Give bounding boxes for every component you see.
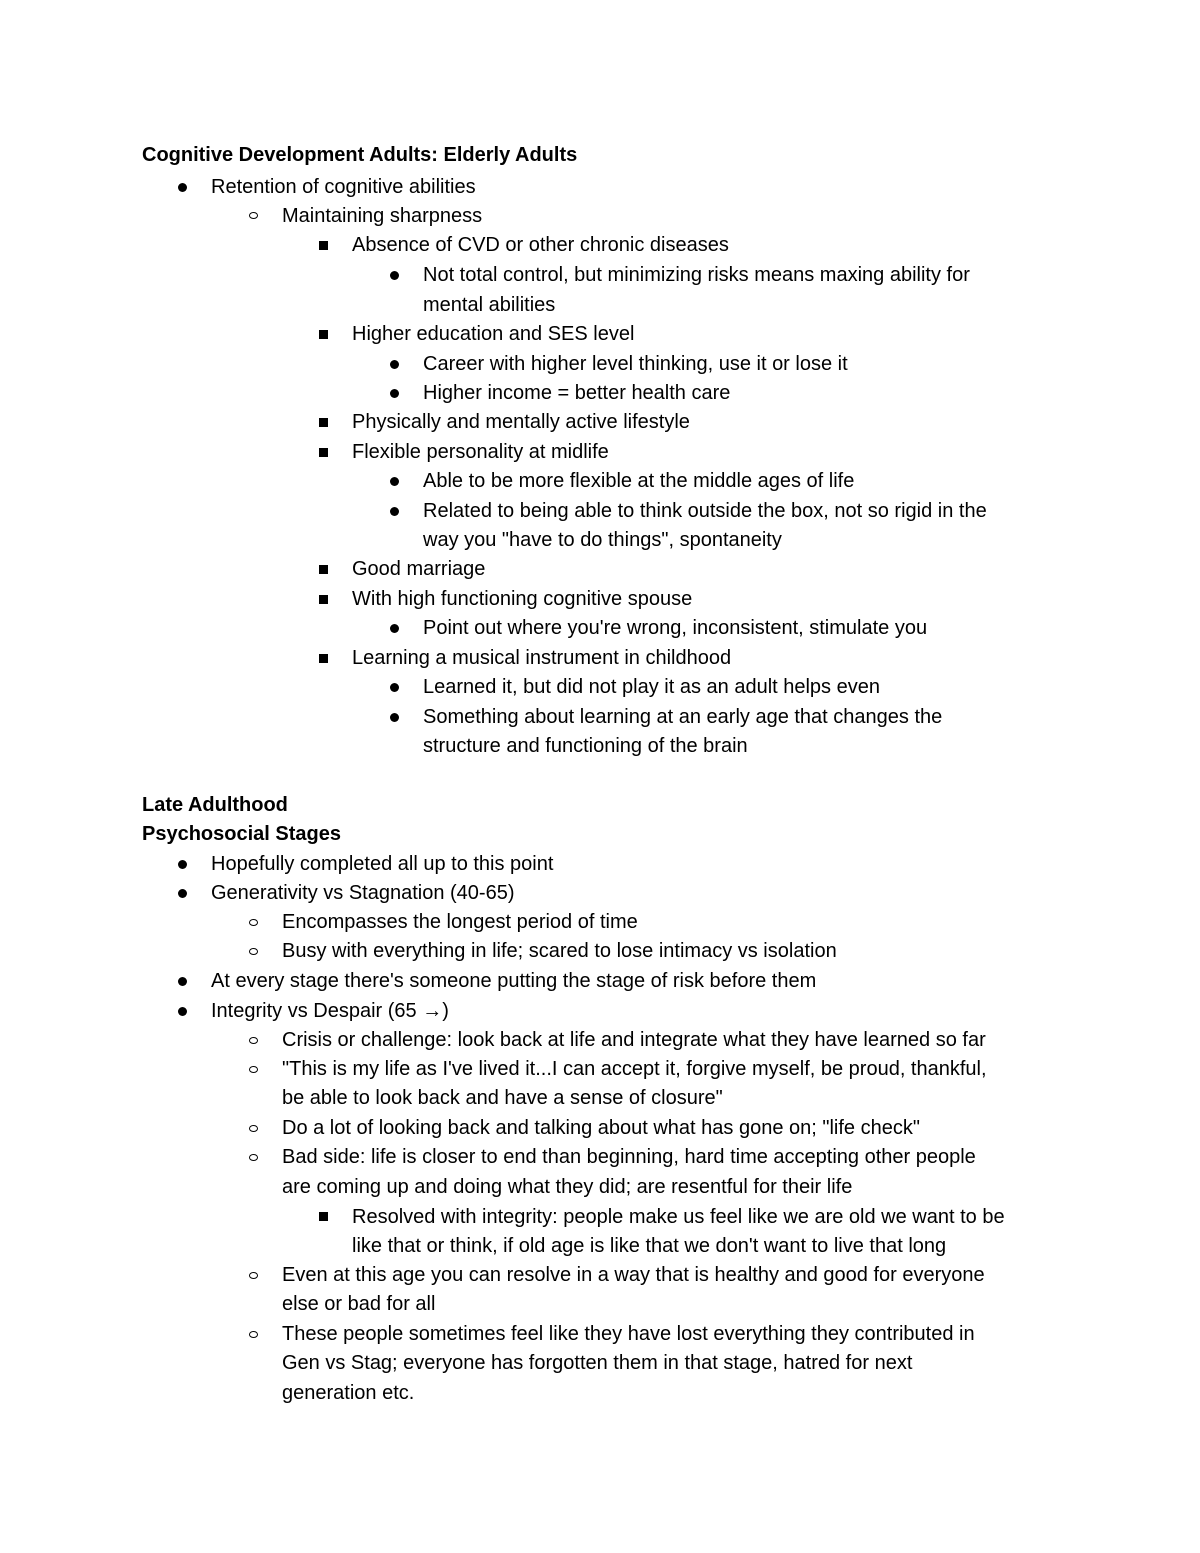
list-item: Do a lot of looking back and talking about what has gone on; "life check" bbox=[282, 1117, 920, 1139]
bullet-square bbox=[319, 418, 328, 427]
list-item: Related to being able to think outside the box, not so rigid in the bbox=[423, 500, 987, 522]
bullet-circle bbox=[249, 1331, 258, 1338]
section-subtitle: Psychosocial Stages bbox=[142, 823, 341, 845]
bullet-square bbox=[319, 448, 328, 457]
bullet-disc bbox=[390, 360, 399, 369]
list-item: "This is my life as I've lived it...I can accept it, forgive myself, be proud, thankful, bbox=[282, 1058, 987, 1080]
bullet-square bbox=[319, 595, 328, 604]
bullet-square bbox=[319, 330, 328, 339]
list-item: Career with higher level thinking, use it or lose it bbox=[423, 353, 848, 375]
list-item: Not total control, but minimizing risks means maxing ability for bbox=[423, 264, 970, 286]
list-item-continuation: mental abilities bbox=[423, 294, 556, 316]
list-item: Absence of CVD or other chronic diseases bbox=[352, 234, 729, 256]
list-item-continuation: like that or think, if old age is like that we don't want to live that long bbox=[352, 1235, 947, 1257]
list-item: Learning a musical instrument in childhood bbox=[352, 647, 732, 669]
list-item: Maintaining sharpness bbox=[282, 205, 483, 227]
list-item: Higher income = better health care bbox=[423, 382, 731, 404]
bullet-circle bbox=[249, 919, 258, 926]
bullet-disc bbox=[178, 977, 187, 986]
list-item-continuation: are coming up and doing what they did; are resentful for their life bbox=[282, 1176, 853, 1198]
list-item: Something about learning at an early age that changes the bbox=[423, 706, 943, 728]
list-item-continuation: Gen vs Stag; everyone has forgotten them in that stage, hatred for next bbox=[282, 1352, 913, 1374]
list-item-continuation: be able to look back and have a sense of closure" bbox=[282, 1087, 723, 1109]
bullet-disc bbox=[178, 860, 187, 869]
list-item-continuation: structure and functioning of the brain bbox=[423, 735, 748, 757]
list-item: These people sometimes feel like they have lost everything they contributed in bbox=[282, 1323, 975, 1345]
bullet-disc bbox=[390, 507, 399, 516]
list-item-continuation: generation etc. bbox=[282, 1382, 415, 1404]
bullet-circle bbox=[249, 948, 258, 955]
list-item: Bad side: life is closer to end than beginning, hard time accepting other people bbox=[282, 1146, 976, 1168]
list-item: Resolved with integrity: people make us feel like we are old we want to be bbox=[352, 1206, 1005, 1228]
list-item-continuation: way you "have to do things", spontaneity bbox=[423, 529, 782, 551]
list-item: Even at this age you can resolve in a way that is healthy and good for everyone bbox=[282, 1264, 985, 1286]
list-item: Good marriage bbox=[352, 558, 486, 580]
bullet-square bbox=[319, 654, 328, 663]
list-item: Encompasses the longest period of time bbox=[282, 911, 638, 933]
bullet-disc bbox=[390, 624, 399, 633]
list-item: Able to be more flexible at the middle ages of life bbox=[423, 470, 855, 492]
bullet-circle bbox=[249, 1066, 258, 1073]
bullet-circle bbox=[249, 1125, 258, 1132]
list-item: Crisis or challenge: look back at life and integrate what they have learned so far bbox=[282, 1029, 986, 1051]
bullet-square bbox=[319, 1212, 328, 1221]
list-item: With high functioning cognitive spouse bbox=[352, 588, 693, 610]
list-item: Point out where you're wrong, inconsistent, stimulate you bbox=[423, 617, 928, 639]
bullet-square bbox=[319, 565, 328, 574]
bullet-circle bbox=[249, 1037, 258, 1044]
list-item-continuation: else or bad for all bbox=[282, 1293, 436, 1315]
section-title: Cognitive Development Adults: Elderly Adults bbox=[142, 144, 578, 166]
bullet-disc bbox=[390, 389, 399, 398]
bullet-disc bbox=[390, 683, 399, 692]
bullet-disc bbox=[390, 271, 399, 280]
list-item: At every stage there's someone putting the stage of risk before them bbox=[211, 970, 817, 992]
list-item: Physically and mentally active lifestyle bbox=[352, 411, 690, 433]
bullet-circle bbox=[249, 212, 258, 219]
bullet-disc bbox=[390, 477, 399, 486]
bullet-square bbox=[319, 241, 328, 250]
bullet-disc bbox=[178, 1007, 187, 1016]
list-item: Retention of cognitive abilities bbox=[211, 176, 476, 198]
list-item: Higher education and SES level bbox=[352, 323, 635, 345]
list-item: Hopefully completed all up to this point bbox=[211, 853, 554, 875]
list-item: Integrity vs Despair (65 →) bbox=[211, 1000, 449, 1022]
list-item: Generativity vs Stagnation (40-65) bbox=[211, 882, 515, 904]
list-item: Learned it, but did not play it as an adult helps even bbox=[423, 676, 880, 698]
section-title: Late Adulthood bbox=[142, 794, 288, 816]
list-item: Flexible personality at midlife bbox=[352, 441, 609, 463]
bullet-disc bbox=[178, 183, 187, 192]
list-item: Busy with everything in life; scared to lose intimacy vs isolation bbox=[282, 940, 837, 962]
bullet-disc bbox=[390, 713, 399, 722]
bullet-disc bbox=[178, 889, 187, 898]
bullet-circle bbox=[249, 1272, 258, 1279]
bullet-circle bbox=[249, 1154, 258, 1161]
